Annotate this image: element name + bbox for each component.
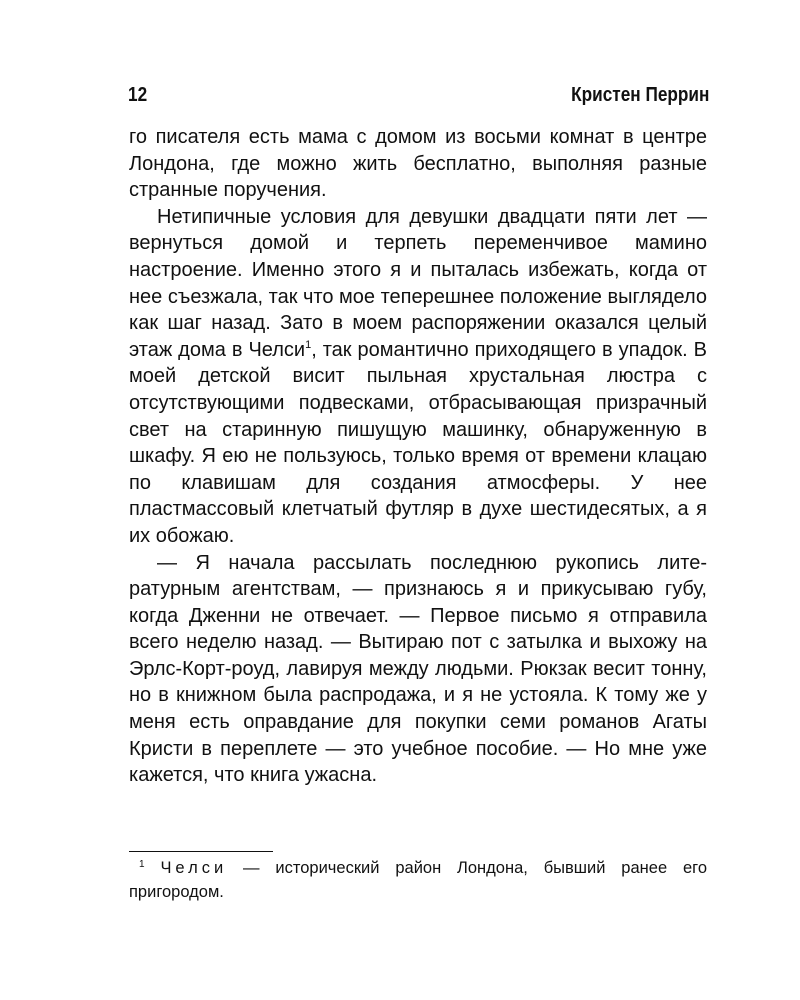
paragraph-2-text-a: Нетипичные условия для девушки двадцати пяти лет — вернуться домой и терпеть переменчивое мамино настроение. Именно этого я и пыталась избежать, когда от нее съезжала, так что мое теперешнее положение выглядело как шаг назад. Зато в моем распоряжении оказался целый этаж дома в Челси	[129, 205, 707, 361]
page-number: 12	[128, 84, 148, 106]
paragraph-2	[129, 204, 707, 550]
paragraph-2-text-b: , так романтично приходящего в упадок. В моей детской висит пыльная хрустальная люстра с отсутствующими подвесками, отбрасывающая призрачный свет на старинную пишущую машинку, обнаруженную в шкафу. Я ею не пользуюсь, только время от времени клацаю по клавишам для создания атмосферы. У нее пластмассовый клетчатый футляр в духе шестидесятых, а я их обожаю.	[129, 338, 707, 547]
author-name: Кристен Перрин	[571, 84, 710, 106]
paragraph-1: го писателя есть мама с домом из восьми комнат в центре Лондона, где можно жить бесплатно, выполняя разные странные поручения.	[129, 126, 707, 202]
footnote	[129, 856, 707, 904]
footnote-reference[interactable]: 1	[305, 338, 312, 351]
footnote-divider	[129, 851, 273, 852]
paragraph-3: — Я начала рассылать последнюю рукопись литературным агентствам, — признаюсь я и прикусываю губу, когда Дженни не отвечает. — Первое письмо я отправила всего неделю назад. — Вытираю пот с затылка и выхожу на Эрлс-Корт-роуд, лавируя между людьми. Рюкзак весит тонну, но в книжном была распродажа, и я не устояла. К тому же у меня есть оправдание для покупки семи романов Агаты Кристи в переплете — это учебное пособие. — Но мне уже кажется, что книга ужасна.	[129, 551, 707, 787]
footnote-text: — исторический район Лондона, бывший ранее его пригородом.	[129, 859, 707, 901]
running-head	[128, 84, 710, 112]
footnote-term: Челси	[160, 859, 228, 877]
footnote-mark: 1	[139, 859, 145, 870]
body-text	[129, 124, 707, 789]
